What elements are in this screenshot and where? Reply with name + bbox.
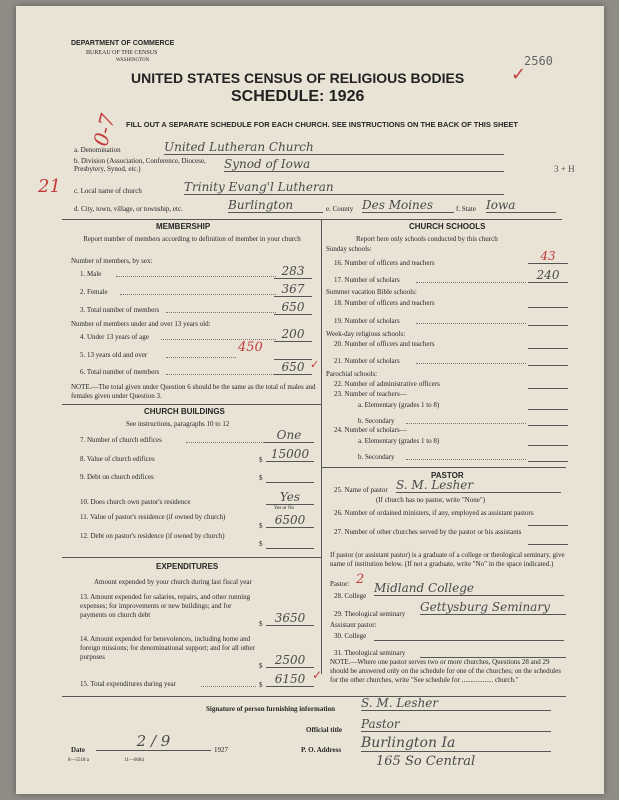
residence-label: 10. Does church own pastor's residence [80, 498, 191, 506]
other-churches-label: 27. Number of other churches served by the pastor or his assistants [334, 528, 522, 536]
under-13-label: 4. Under 13 years of age [80, 333, 149, 341]
assistant-pastor-subhead: Assistant pastor: [330, 621, 377, 629]
pastor-subhead: Pastor: [330, 580, 350, 588]
division-label: b. Division (Association, Conference, Diocese, Presbytery, Synod, etc.) [74, 157, 206, 173]
female-value: 367 [274, 282, 312, 297]
residence-value-label: 11. Value of pastor's residence (if owned by church) [80, 513, 226, 521]
total-expenditures-label: 15. Total expenditures during year [80, 680, 176, 688]
official-title-label: Official title [306, 726, 342, 734]
signature-value: S. M. Lesher [361, 696, 551, 711]
scholars-secondary-label: b. Secondary [358, 453, 395, 461]
male-value: 283 [274, 264, 312, 279]
stamp-number: 2560 [524, 54, 553, 68]
summer-scholars-label: 19. Number of scholars [334, 317, 400, 325]
seminary-value: Gettysburg Seminary [420, 600, 566, 615]
po-address-street: 165 So Central [376, 754, 476, 769]
weekday-scholars-label: 21. Number of scholars [334, 357, 400, 365]
teachers-elementary-label: a. Elementary (grades 1 to 8) [358, 401, 440, 409]
denomination-value: United Lutheran Church [164, 140, 504, 155]
schools-intro: Report here only schools conducted by this church [356, 235, 498, 243]
parochial-schools-label: Parochial schools: [326, 370, 378, 378]
edifice-value-label: 8. Value of church edifices [80, 455, 155, 463]
check-mark-icon: ✓ [511, 64, 527, 85]
total-expenditures-value: 6150 [266, 672, 314, 687]
state-label: f. State [456, 205, 476, 213]
red-mark-top: 0-7 [88, 111, 120, 149]
census-form: DEPARTMENT OF COMMERCE BUREAU OF THE CENSUS WASHINGTON UNITED STATES CENSUS OF RELIGIOUS BODIES SCHEDULE: 1926 FILL OUT A SEPARATE SCHEDULE FOR EACH CHURCH. SEE INSTRUCTIONS ON THE BACK OF THIS SHEET 2560 0-7 21 ✓ a. Denomination United Lutheran Church b. Division (Association, Conference, Diocese, Presbytery, Synod, etc.) Synod of Iowa c. Local name of church Trinity Evang'l Lutheran d. City, town, village, or township, etc. Burlington e. County Des Moines f. State Iowa 3 + H MEMBERSHIP Report number of members according to definition of member in your church Number of members, by sex: 1. Male 283 2. Female 367 3. Total number of members 650 Number of members under and over 13 years old: 4. Under 13 years of age 200 5. 13 years old and over 450 6. Total number of members 650 ✓ NOTE.—The total given under Question 6 should be the same as the total of males and females given under Question 3. CHURCH BUILDINGS See instructions, paragraphs 10 to 12 7. Number of church edifices One 8. Value of church edifices $ 15000 9. Debt on church edifices $ 10. Does church own pastor's residence Yes Yes or No 11. Value of pastor's residence (if owned by church) $ 6500 12. Debt on pastor's residence (if owned by church) $ EXPENDITURES Amount expended by your church during last fiscal year 13. Amount expended for salaries, repairs, and other running expenses; for improvements or new buildings; and for payments on church debt $ 3650 14. Amount expended for benevolences, including home and foreign missions; for denominational support; and for all other purposes $ 2500 15. Total expenditures during year $ 6150 ✓ CHURCH SCHOOLS Report here only schools conducted by this church Sunday schools: 16. Number of officers and teachers 43 17. Number of scholars 240 Summer vacation Bible schools: 18. Number of officers and teachers 19. Number of scholars Week-day religious schools: 20. Number of officers and teachers 21. Number of scholars Parochial schools: 22. Number of administrative officers 23. Number of teachers— a. Elementary (grades 1 to 8) b. Secondary 24. Number of scholars— a. Elementary (grades 1 to 8) b. Secondary PASTOR 25. Name of pastor S. M. Lesher (If church has no pastor, write "None") 26. Number of ordained ministers, if any, employed as assistant pastors 27. Number of other churches served by the pastor or his assistants If pastor (or assistant pastor) is a graduate of a college or theological seminary, give name of institution below. (If not a graduate, write "No" in the space indicated.) Pastor: 2 28. College Midland College 29. Theological seminary Gettysburg Seminary Assistant pastor: 30. College 31. Theological seminary NOTE.—Where one pastor serves two or more churches, Questions 28 and 29 should be answered only on the schedule for one of the churches; on the schedules for the other churches, write "See schedule for .................. church." Signature of person furnishing information S. M. Lesher Official title Pastor Date 2 / 9 1927 8—5518 a 11—6684 P. O. Address Burlington Ia 165 So Central [16, 6, 604, 794]
po-address-label: P. O. Address [301, 746, 342, 754]
city-label: d. City, town, village, or township, etc. [74, 205, 183, 213]
red-mark-left: 21 [38, 176, 61, 197]
bureau-city: WASHINGTON [116, 58, 150, 63]
fill-instructions: FILL OUT A SEPARATE SCHEDULE FOR EACH CHURCH. SEE INSTRUCTIONS ON THE BACK OF THIS SHEET [126, 120, 518, 129]
college-value: Midland College [374, 581, 564, 596]
form-title: UNITED STATES CENSUS OF RELIGIOUS BODIES [131, 70, 465, 86]
residence-debt-label: 12. Debt on pastor's residence (if owned by church) [80, 532, 225, 540]
teachers-label: 23. Number of teachers— [334, 390, 407, 398]
graduate-note: If pastor (or assistant pastor) is a graduate of a college or theological seminary, give name of institution below. (If not a graduate, write "No" in the space indicated.) [330, 551, 565, 568]
bureau-name: BUREAU OF THE CENSUS [86, 50, 158, 56]
form-code-2: 11—6684 [124, 758, 144, 763]
assistant-ministers-label: 26. Number of ordained ministers, if any, employed as assistant pastors [334, 509, 534, 517]
official-title-value: Pastor [361, 717, 551, 732]
edifice-debt-label: 9. Debt on church edifices [80, 473, 154, 481]
total-members-label: 3. Total number of members [80, 306, 160, 314]
benevolences-label: 14. Amount expended for benevolences, including home and foreign missions; for denominational support; and for all other purposes [80, 635, 255, 661]
benevolences-value: 2500 [266, 653, 314, 668]
pastor-note: NOTE.—Where one pastor serves two or more churches, Questions 28 and 29 should be answered only on the schedule for one of the churches; on the schedules for the other churches, write "See schedule for .................. church." [330, 658, 561, 684]
total-members-age-value: 650 [274, 360, 312, 375]
pastor-name-label: 25. Name of pastor [334, 486, 388, 494]
assistant-seminary-label: 31. Theological seminary [334, 649, 406, 657]
sunday-scholars-label: 17. Number of scholars [334, 276, 400, 284]
total-members-value: 650 [274, 300, 312, 315]
edifices-label: 7. Number of church edifices [80, 436, 162, 444]
over-13-label: 5. 13 years old and over [80, 351, 148, 359]
buildings-sub: See instructions, paragraphs 10 to 12 [126, 420, 230, 428]
form-code: 8—5518 a [68, 758, 89, 763]
teachers-secondary-label: b. Secondary [358, 417, 395, 425]
edifice-value-value: 15000 [266, 447, 314, 462]
female-label: 2. Female [80, 288, 108, 296]
po-address-value: Burlington Ia [361, 735, 551, 752]
running-expenses-label: 13. Amount expended for salaries, repairs, and other running expenses; for improvements or new buildings; and for payments on church debt [80, 593, 251, 619]
male-label: 1. Male [80, 270, 102, 278]
membership-title: MEMBERSHIP [156, 222, 211, 231]
department-name: DEPARTMENT OF COMMERCE [71, 40, 175, 47]
weekday-schools-label: Week-day religious schools: [326, 330, 406, 338]
city-value: Burlington [228, 198, 323, 213]
division-value: Synod of Iowa [224, 157, 504, 172]
sunday-teachers-value: 43 [528, 249, 568, 264]
signature-label: Signature of person furnishing information [206, 705, 335, 713]
membership-note: NOTE.—The total given under Question 6 should be the same as the total of males and females given under Question 3. [71, 383, 316, 400]
pastor-red-mark: 2 [356, 572, 365, 587]
assistant-college-label: 30. College [334, 632, 367, 640]
membership-intro: Report number of members according to definition of member in your church [83, 235, 301, 243]
date-year: 1927 [214, 746, 228, 754]
local-name-label: c. Local name of church [74, 187, 142, 195]
check-mark-icon: ✓ [312, 668, 323, 682]
expenditures-intro: Amount expended by your church during last fiscal year [94, 578, 252, 586]
total-members-age-label: 6. Total number of members [80, 368, 160, 376]
date-label: Date [71, 746, 85, 754]
buildings-title: CHURCH BUILDINGS [144, 407, 225, 416]
yes-no-hint: Yes or No [274, 506, 295, 511]
residence-value-value: 6500 [266, 513, 314, 528]
by-sex-label: Number of members, by sex: [71, 257, 153, 265]
scholars-elementary-label: a. Elementary (grades 1 to 8) [358, 437, 440, 445]
schedule-title: SCHEDULE: 1926 [231, 88, 365, 105]
over-13-value: 450 [238, 340, 263, 355]
pastor-name-note: (If church has no pastor, write "None") [376, 496, 486, 504]
college-label: 28. College [334, 592, 367, 600]
pastor-title: PASTOR [431, 471, 464, 480]
margin-note: 3 + H [554, 164, 575, 174]
residence-value: Yes [266, 490, 314, 505]
county-label: e. County [326, 205, 354, 213]
scholars-label: 24. Number of scholars— [334, 426, 407, 434]
sunday-teachers-label: 16. Number of officers and teachers [334, 259, 435, 267]
summer-schools-label: Summer vacation Bible schools: [326, 288, 417, 296]
check-mark-icon: ✓ [310, 358, 320, 371]
running-expenses-value: 3650 [266, 611, 314, 626]
date-value: 2 / 9 [96, 732, 211, 751]
state-value: Iowa [486, 198, 556, 213]
summer-teachers-label: 18. Number of officers and teachers [334, 299, 435, 307]
local-name-value: Trinity Evang'l Lutheran [184, 180, 504, 195]
seminary-label: 29. Theological seminary [334, 610, 406, 618]
sunday-schools-label: Sunday schools: [326, 245, 372, 253]
under-13-value: 200 [274, 327, 312, 342]
edifices-value: One [264, 428, 314, 443]
weekday-teachers-label: 20. Number of officers and teachers [334, 340, 435, 348]
county-value: Des Moines [362, 198, 454, 213]
schools-title: CHURCH SCHOOLS [409, 222, 486, 231]
denomination-label: a. Denomination [74, 146, 121, 154]
pastor-name-value: S. M. Lesher [396, 478, 561, 493]
by-age-label: Number of members under and over 13 years old: [71, 320, 211, 328]
expenditures-title: EXPENDITURES [156, 562, 219, 571]
sunday-scholars-value: 240 [528, 268, 568, 283]
admin-officers-label: 22. Number of administrative officers [334, 380, 440, 388]
